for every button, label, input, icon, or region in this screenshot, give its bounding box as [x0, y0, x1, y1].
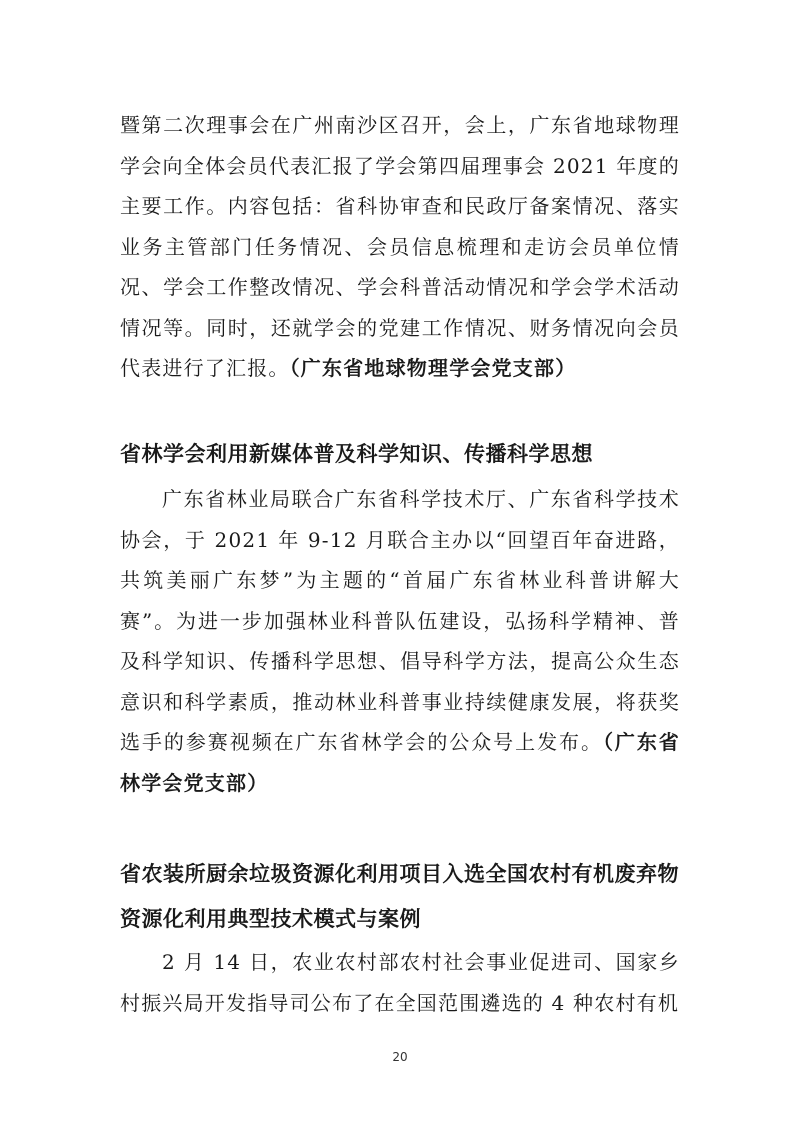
page-number: 20 — [392, 1050, 408, 1064]
section-3 — [120, 852, 680, 1023]
section-3-heading: 省农装所厨余垃圾资源化利用项目入选全国农村有机废弃物资源化利用典型技术模式与案例 — [120, 862, 679, 931]
section-3-paragraph: 2 月 14 日，农业农村部农村社会事业促进司、国家乡村振兴局开发指导司公布了在全国范围遴选的 4 种农村有机 — [120, 950, 680, 1015]
section-2-heading: 省林学会利用新媒体普及科学知识、传播科学思想 — [120, 442, 593, 466]
section-2 — [120, 432, 680, 803]
section-1 — [120, 105, 680, 389]
section-2-source: （广东省林学会党支部） — [120, 730, 680, 795]
section-1-text: 暨第二次理事会在广州南沙区召开，会上，广东省地球物理学会向全体会员代表汇报了学会第四届理事会 2021 年度的主要工作。内容包括：省科协审查和民政厅备案情况、落实业务主管部门任务情况、会员信息梳理和走访会员单位情况、学会工作整改情况、学会科普活动情况和学会学术活动情况等。同时，还就学会的党建工作情况、财务情况向会员代表进行了汇报。 — [120, 113, 680, 380]
section-2-paragraph — [120, 479, 680, 803]
section-1-paragraph — [120, 105, 680, 389]
section-1-source: （广东省地球物理学会党支部） — [289, 356, 577, 380]
section-2-text: 广东省林业局联合广东省科学技术厅、广东省科学技术协会，于 2021 年 9-12 月联合主办以“回望百年奋进路，共筑美丽广东梦”为主题的“首届广东省林业科普讲解大赛”。为进一步加强林业科普队伍建设，弘扬科学精神、普及科学知识、传播科学思想、倡导科学方法，提高公众生态意识和科学素质，推动林业科普事业持续健康发展，将获奖选手的参赛视频在广东省林学会的公众号上发布。 — [120, 487, 680, 754]
